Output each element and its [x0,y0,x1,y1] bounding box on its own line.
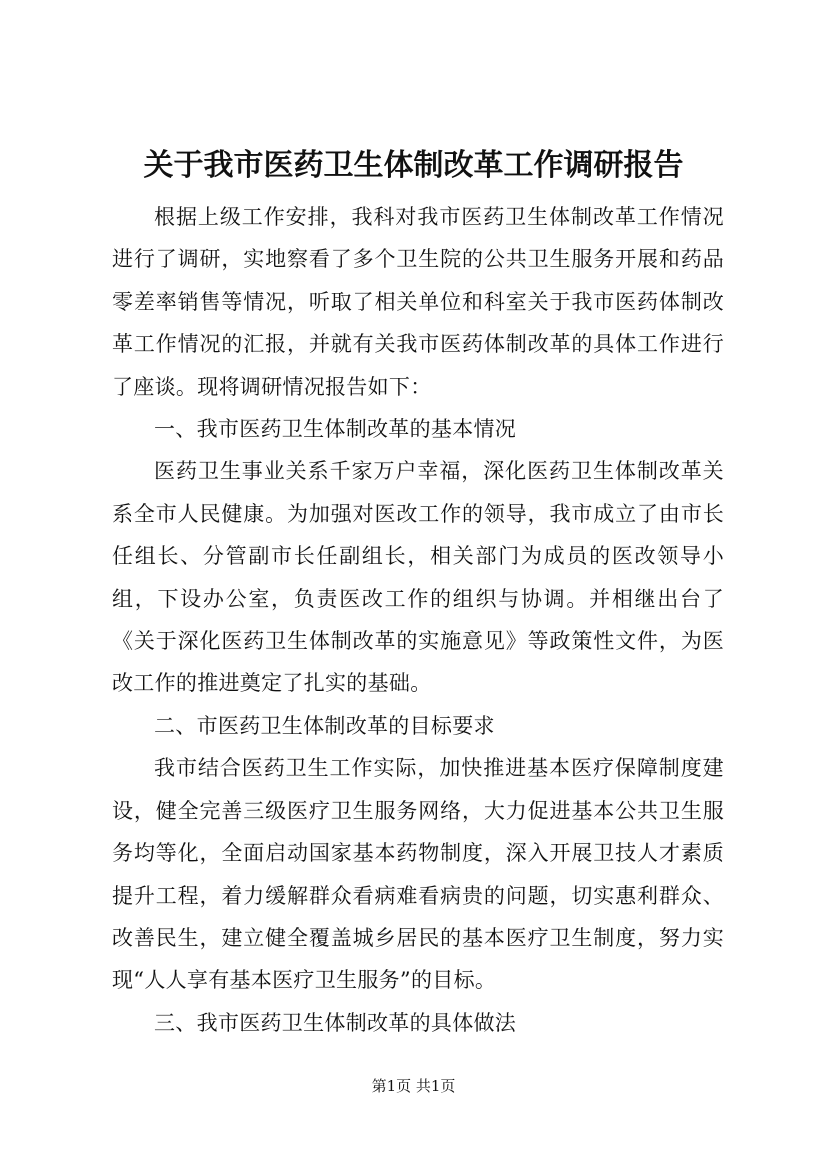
section-heading-2: 二、市医药卫生体制改革的目标要求 [154,713,495,738]
section-heading-1: 一、我市医药卫生体制改革的基本情况 [154,417,517,442]
section-2-paragraph: 我市结合医药卫生工作实际，加快推进基本医疗保障制度建设，健全完善三级医疗卫生服务网络，大力促进基本公共卫生服务均等化，全面启动国家基本药物制度，深入开展卫技人才素质提升工程，着力缓解群众看病难看病贵的问题，切实惠利群众、改善民生，建立健全覆盖城乡居民的基本医疗卫生制度，努力实现“人人享有基本医疗卫生服务”的目标。 [112,756,724,993]
section-heading-3: 三、我市医药卫生体制改革的具体做法 [154,1010,517,1035]
page-number-label: 第1页 共1页 [371,1077,456,1095]
intro-paragraph: 根据上级工作安排，我科对我市医药卫生体制改革工作情况进行了调研，实地察看了多个卫生院的公共卫生服务开展和药品零差率销售等情况，听取了相关单位和科室关于我市医药体制改革工作情况的汇报，并就有关我市医药体制改革的具体工作进行了座谈。现将调研情况报告如下： [112,205,724,399]
document-title: 关于我市医药卫生体制改革工作调研报告 [143,148,684,183]
section-1-paragraph: 医药卫生事业关系千家万户幸福，深化医药卫生体制改革关系全市人民健康。为加强对医改工作的领导，我市成立了由市长任组长、分管副市长任副组长，相关部门为成员的医改领导小组，下设办公室，负责医改工作的组织与协调。并相继出台了《关于深化医药卫生体制改革的实施意见》等政策性文件，为医改工作的推进奠定了扎实的基础。 [112,459,724,696]
document-body [112,196,724,1044]
page-footer [0,1076,827,1096]
